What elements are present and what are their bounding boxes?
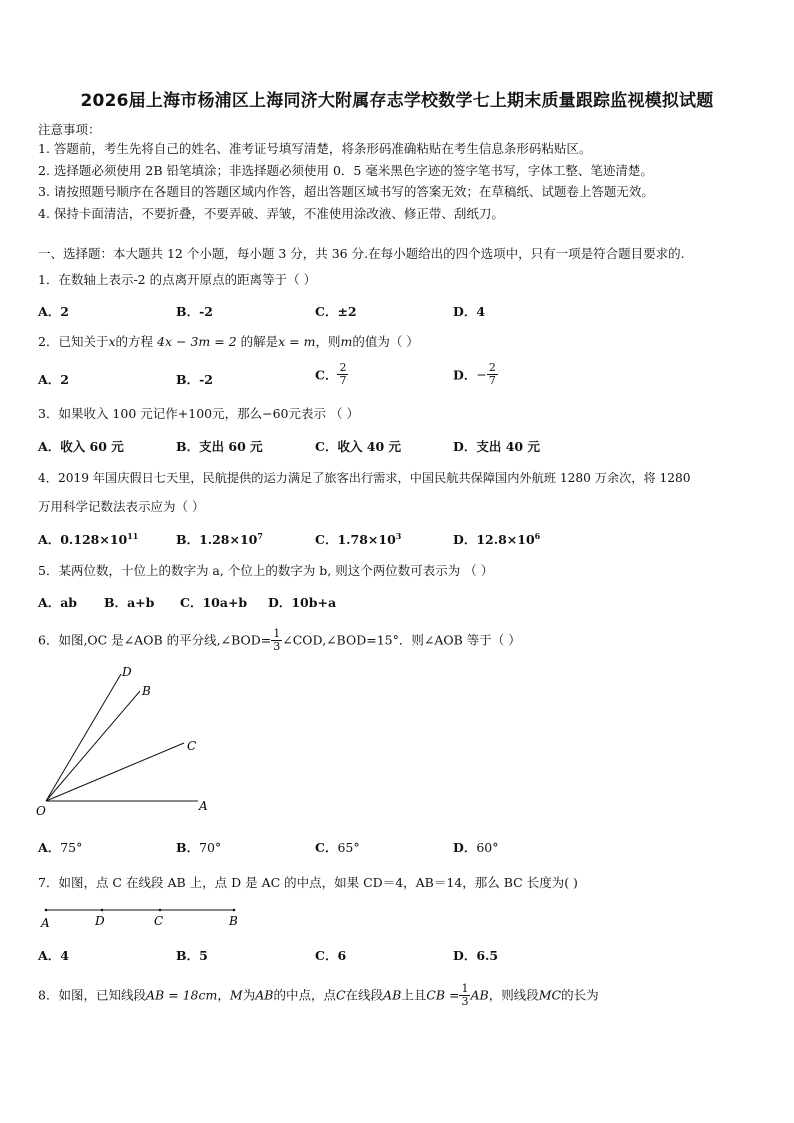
option-d: D．− $\frac{2}{7}$: [453, 361, 496, 387]
question-4-stem-line2: 万用科学记数法表示应为（ ）: [38, 499, 205, 514]
option-d: D．6.5: [453, 948, 499, 963]
question-7-stem: 7．如图，点 C 在线段 AB 上，点 D 是 AC 的中点，如果 CD＝4，AB＝14，那么 BC 长度为( ): [38, 875, 578, 890]
segment-diagram: [36, 900, 246, 934]
fraction: $\frac{1}{3}$: [461, 982, 469, 1008]
question-6-stem: 6．如图,OC 是∠AOB 的平分线,∠BOD= $\frac{1}{3}$ ∠COD,∠BOD=15°．则∠AOB 等于（ ）: [38, 627, 521, 653]
ray-ob: [46, 691, 140, 801]
angle-diagram: [30, 660, 220, 820]
label-b: B: [142, 684, 151, 698]
question-5-stem: 5．某两位数，十位上的数字为 a, 个位上的数字为 b, 则这个两位数可表示为 （ ）: [38, 563, 494, 578]
option-a: A．75°: [38, 840, 83, 855]
option-c: C．$1.78\times 10^3$: [315, 530, 402, 547]
option-c: C．10a+b: [180, 595, 248, 610]
notice-item: 4. 保持卡面清洁，不要折叠，不要弄破、弄皱，不准使用涂改液、修正带、刮纸刀。: [38, 206, 504, 221]
option-a: A．2: [38, 304, 69, 319]
notice-item: 3. 请按照题号顺序在各题目的答题区域内作答，超出答题区域书写的答案无效；在草稿纸、试题卷上答题无效。: [38, 184, 654, 199]
label-d: D: [95, 914, 105, 928]
question-4-stem-line1: 4．2019 年国庆假日七天里，民航提供的运力满足了旅客出行需求，中国民航共保障国内外航班 1280 万余次，将 1280: [38, 471, 691, 485]
variable-m: m: [340, 334, 353, 349]
ray-oc: [46, 743, 184, 801]
question-3-stem: 3．如果收入 100 元记作+100元，那么−60元表示 （ ）: [38, 406, 359, 421]
page-title: 2026届上海市杨浦区上海同济大附属存志学校数学七上期末质量跟踪监视模拟试题: [80, 91, 714, 111]
label-d: D: [122, 665, 132, 679]
option-c: C．65°: [315, 840, 360, 855]
question-6-options: [38, 838, 758, 856]
fraction: $\frac{2}{7}$: [488, 361, 496, 387]
point-b: [233, 909, 236, 912]
question-2-stem: 2．已知关于x的方程 4x − 3m = 2 的解是x = m，则m的值为（ ）: [38, 334, 419, 349]
option-d: D．支出 40 元: [453, 439, 540, 454]
fraction: $\frac{2}{7}$: [339, 361, 347, 387]
question-1-stem: 1．在数轴上表示-2 的点离开原点的距离等于（ ）: [38, 272, 317, 287]
option-d: D．60°: [453, 840, 499, 855]
solution: x = m: [278, 334, 316, 349]
option-b: B．70°: [176, 840, 222, 855]
fraction: $\frac{1}{3}$: [273, 627, 281, 653]
ray-od: [46, 674, 121, 801]
label-c: C: [154, 914, 164, 928]
option-b: B．-2: [176, 304, 213, 319]
question-5-options: [38, 593, 758, 611]
question-3-options: [38, 437, 758, 455]
option-c: C．收入 40 元: [315, 439, 402, 454]
question-7-options: [38, 946, 758, 964]
notice-item: 1. 答题前，考生先将自己的姓名、准考证号填写清楚，将条形码准确粘贴在考生信息条形码粘贴区。: [38, 141, 592, 156]
option-c: C．6: [315, 948, 347, 963]
question-2-options: [38, 361, 758, 388]
notice-item: 2. 选择题必须使用 2B 铅笔填涂；非选择题必须使用 0．5 毫米黑色字迹的签字笔书写，字体工整、笔迹清楚。: [38, 163, 653, 178]
option-a: A．2: [38, 372, 69, 387]
option-a: A．$0.128\times 10^{11}$: [38, 530, 139, 547]
option-b: B．-2: [176, 372, 213, 387]
variable-x: x: [108, 334, 116, 349]
label-o: O: [36, 804, 46, 818]
option-c: C．±2: [315, 304, 357, 319]
question-4-options: [38, 530, 758, 548]
option-b: B．$1.28\times 10^7$: [176, 530, 263, 547]
label-a: A: [41, 916, 50, 930]
option-d: D．$12.8\times 10^6$: [453, 530, 541, 547]
option-b: B．支出 60 元: [176, 439, 263, 454]
notice-heading: 注意事项：: [38, 122, 101, 137]
option-c: C． $\frac{2}{7}$: [315, 361, 347, 387]
point-c: [159, 909, 162, 912]
point-a: [45, 909, 48, 912]
question-1-options: [38, 302, 758, 320]
section-heading: 一、选择题：本大题共 12 个小题，每小题 3 分，共 36 分.在每小题给出的四个选项中，只有一项是符合题目要求的.: [38, 246, 685, 261]
option-a: A．ab: [38, 595, 78, 610]
option-a: A．收入 60 元: [38, 439, 124, 454]
label-b: B: [229, 914, 238, 928]
label-a: A: [199, 799, 208, 813]
question-8-stem: 8．如图，已知线段AB = 18cm，M为AB的中点，点C在线段AB上且CB = $\frac{1}{3}$ AB，则线段MC的长为: [38, 982, 599, 1008]
option-b: B．5: [176, 948, 208, 963]
point-d: [101, 909, 104, 912]
option-a: A．4: [38, 948, 69, 963]
option-b: B．a+b: [104, 595, 155, 610]
option-d: D．10b+a: [268, 595, 337, 610]
label-c: C: [187, 739, 197, 753]
option-d: D．4: [453, 304, 486, 319]
equation: 4x − 3m = 2: [157, 334, 237, 349]
